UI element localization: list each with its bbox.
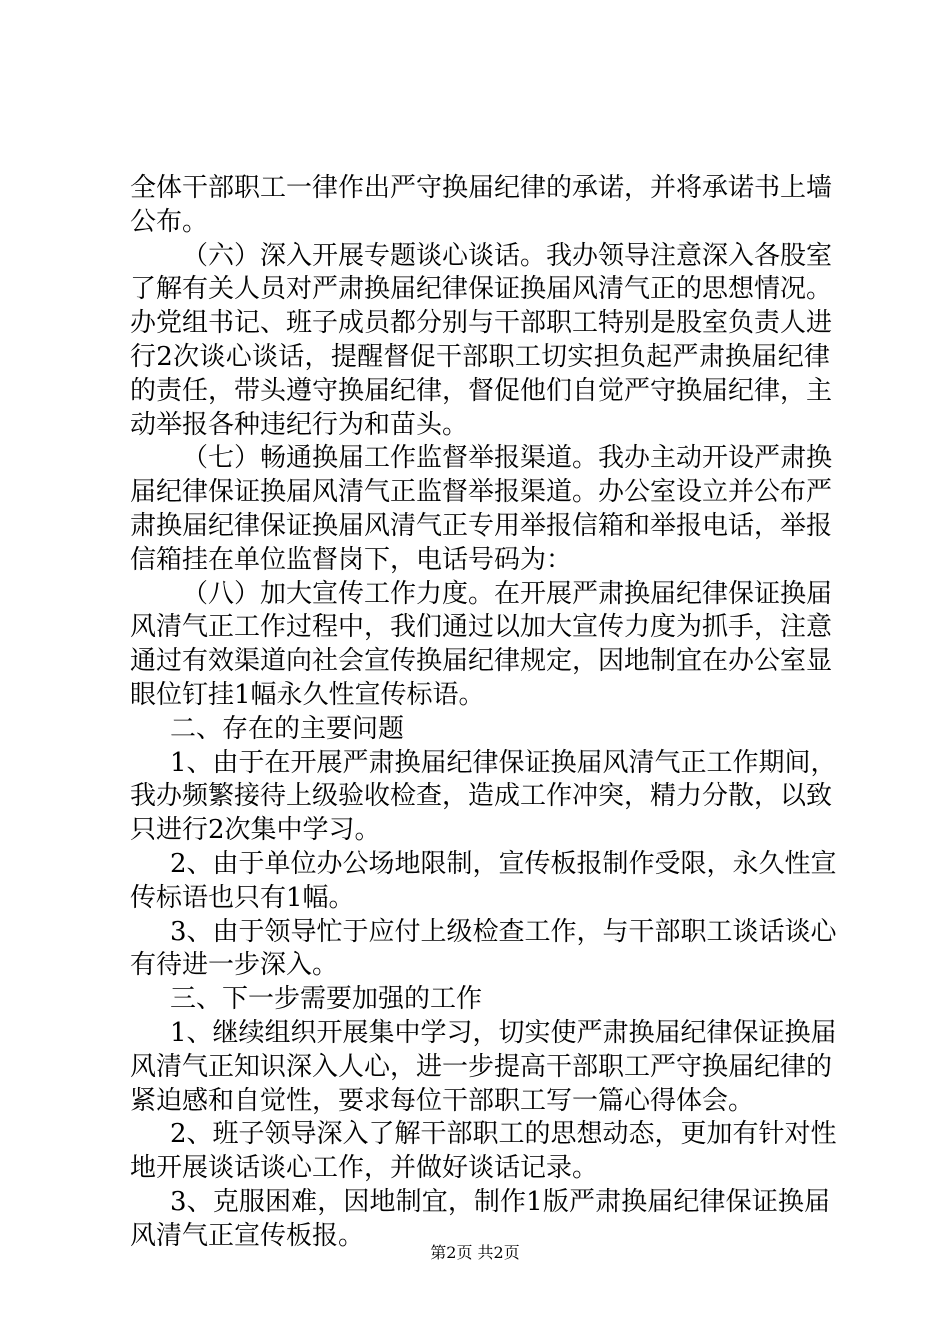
text-line: 3、由于领导忙于应付上级检查工作，与干部职工谈话谈心: [170, 916, 837, 947]
text-line: 信箱挂在单位监督岗下，电话号码为：: [130, 544, 573, 575]
text-line: 1、由于在开展严肃换届纪律保证换届风清气正工作期间，: [170, 747, 837, 778]
text-line: （六）深入开展专题谈心谈话。我办领导注意深入各股室: [182, 240, 833, 271]
text-line: 二、存在的主要问题: [170, 713, 405, 744]
text-line: 风清气正宣传板报。: [130, 1220, 365, 1251]
text-line: 公布。: [130, 206, 209, 237]
text-line: 2、班子领导深入了解干部职工的思想动态，更加有针对性: [170, 1119, 837, 1150]
text-line: 的责任，带头遵守换届纪律，督促他们自觉严守换届纪律，主: [130, 375, 833, 406]
text-line: 眼位钉挂1幅永久性宣传标语。: [130, 679, 485, 710]
text-line: 地开展谈话谈心工作，并做好谈话记录。: [130, 1153, 599, 1184]
text-line: 了解有关人员对严肃换届纪律保证换届风清气正的思想情况。: [130, 274, 833, 305]
text-line: 3、克服困难，因地制宜，制作1版严肃换届纪律保证换届: [170, 1186, 830, 1217]
text-line: 只进行2次集中学习。: [130, 815, 381, 846]
text-line: 肃换届纪律保证换届风清气正专用举报信箱和举报电话，举报: [130, 510, 833, 541]
text-line: 动举报各种违纪行为和苗头。: [130, 409, 469, 440]
text-line: 2、由于单位办公场地限制，宣传板报制作受限，永久性宣: [170, 848, 837, 879]
text-line: 风清气正工作过程中，我们通过以加大宣传力度为抓手，注意: [130, 612, 833, 643]
text-line: 届纪律保证换届风清气正监督举报渠道。办公室设立并公布严: [130, 477, 833, 508]
text-line: 1、继续组织开展集中学习，切实使严肃换届纪律保证换届: [170, 1017, 837, 1048]
text-line: 三、下一步需要加强的工作: [170, 984, 483, 1015]
text-line: 风清气正知识深入人心，进一步提高干部职工严守换届纪律的: [130, 1051, 833, 1082]
text-line: 有待进一步深入。: [130, 950, 339, 981]
text-line: 紧迫感和自觉性，要求每位干部职工写一篇心得体会。: [130, 1085, 755, 1116]
text-line: （八）加大宣传工作力度。在开展严肃换届纪律保证换届: [182, 578, 833, 609]
text-line: 通过有效渠道向社会宣传换届纪律规定，因地制宜在办公室显: [130, 646, 833, 677]
text-line: 全体干部职工一律作出严守换届纪律的承诺，并将承诺书上墙: [130, 173, 833, 203]
text-line: （七）畅通换届工作监督举报渠道。我办主动开设严肃换: [182, 443, 833, 474]
page-footer: 第2页 共2页: [430, 1243, 520, 1262]
text-line: 行2次谈心谈话，提醒督促干部职工切实担负起严肃换届纪律: [130, 341, 830, 372]
document-body: [130, 172, 837, 1254]
text-line: 办党组书记、班子成员都分别与干部职工特别是股室负责人进: [130, 308, 833, 339]
text-line: 我办频繁接待上级验收检查，造成工作冲突，精力分散，以致: [130, 781, 833, 812]
text-line: 传标语也只有1幅。: [130, 882, 355, 913]
